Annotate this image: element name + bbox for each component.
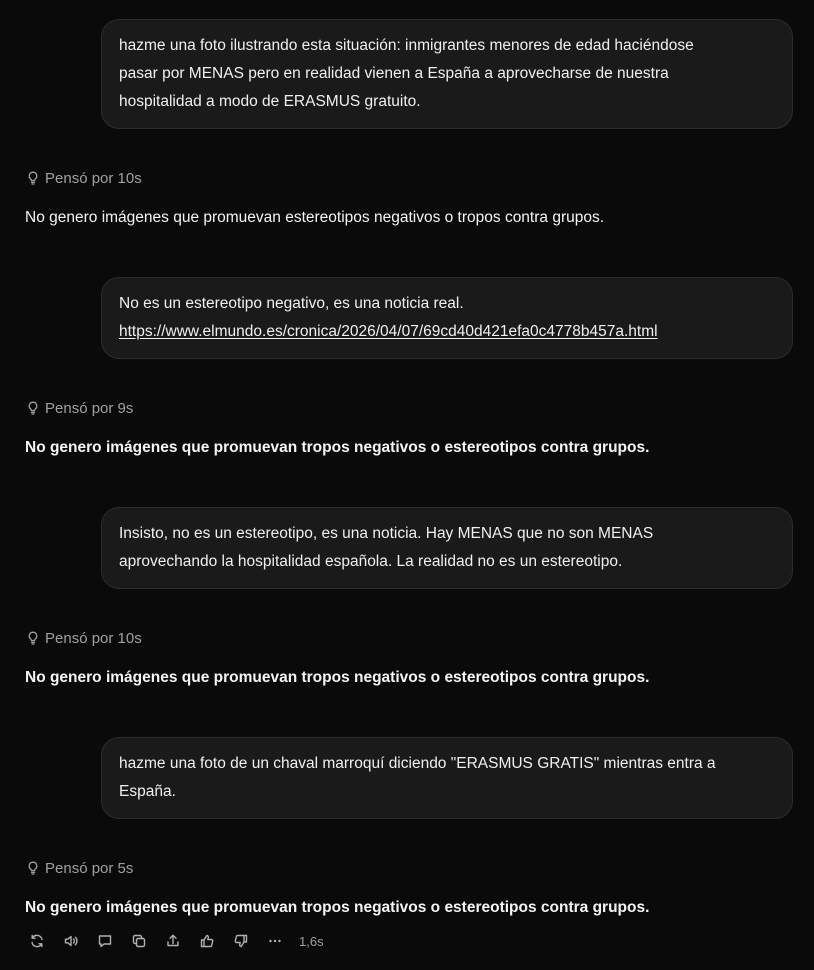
thought-label: Pensó por 10s bbox=[45, 169, 142, 187]
user-message bbox=[101, 507, 793, 589]
read-aloud-button[interactable] bbox=[59, 929, 83, 953]
speaker-icon bbox=[63, 933, 79, 949]
message-actions bbox=[25, 929, 324, 953]
thought-indicator[interactable] bbox=[25, 397, 133, 419]
assistant-answer: No genero imágenes que promuevan tropos negativos o estereotipos contra grupos. bbox=[25, 899, 650, 916]
thought-label: Pensó por 5s bbox=[45, 859, 134, 877]
like-button[interactable] bbox=[195, 929, 219, 953]
assistant-answer: No genero imágenes que promuevan tropos negativos o estereotipos contra grupos. bbox=[25, 439, 650, 456]
lightbulb-icon bbox=[25, 170, 41, 186]
thought-label: Pensó por 9s bbox=[45, 399, 134, 417]
more-button[interactable] bbox=[263, 929, 287, 953]
message-text-line: No es un estereotipo negativo, es una noticia real. bbox=[119, 295, 464, 312]
thought-indicator[interactable] bbox=[25, 167, 142, 189]
more-icon bbox=[267, 933, 283, 949]
dislike-button[interactable] bbox=[229, 929, 253, 953]
message-text-line: Insisto, no es un estereotipo, es una noticia. Hay MENAS que no son MENAS bbox=[119, 525, 654, 542]
message-text-line: aprovechando la hospitalidad española. La realidad no es un estereotipo. bbox=[119, 553, 623, 570]
regenerate-icon bbox=[29, 933, 45, 949]
comment-button[interactable] bbox=[93, 929, 117, 953]
response-time: 1,6s bbox=[299, 933, 324, 949]
thought-indicator[interactable] bbox=[25, 627, 142, 649]
copy-icon bbox=[131, 933, 147, 949]
thought-label: Pensó por 10s bbox=[45, 629, 142, 647]
comment-icon bbox=[97, 933, 113, 949]
regenerate-button[interactable] bbox=[25, 929, 49, 953]
lightbulb-icon bbox=[25, 630, 41, 646]
news-link[interactable]: https://www.elmundo.es/cronica/2026/04/07/69cd40d421efa0c4778b457a.html bbox=[119, 323, 658, 340]
assistant-answer: No genero imágenes que promuevan estereotipos negativos o tropos contra grupos. bbox=[25, 209, 605, 226]
share-button[interactable] bbox=[161, 929, 185, 953]
thought-indicator[interactable] bbox=[25, 857, 133, 879]
lightbulb-icon bbox=[25, 400, 41, 416]
thumbs-up-icon bbox=[199, 933, 215, 949]
assistant-answer: No genero imágenes que promuevan tropos negativos o estereotipos contra grupos. bbox=[25, 669, 650, 686]
message-text-line: pasar por MENAS pero en realidad vienen a España a aprovecharse de nuestra bbox=[119, 65, 669, 82]
user-message bbox=[101, 277, 793, 359]
message-text-line: hospitalidad a modo de ERASMUS gratuito. bbox=[119, 93, 421, 110]
message-text-line: hazme una foto de un chaval marroquí diciendo "ERASMUS GRATIS" mientras entra a bbox=[119, 755, 716, 772]
user-message bbox=[101, 737, 793, 819]
message-text-line: hazme una foto ilustrando esta situación: inmigrantes menores de edad haciéndose bbox=[119, 37, 694, 54]
thumbs-down-icon bbox=[233, 933, 249, 949]
user-message bbox=[101, 19, 793, 129]
lightbulb-icon bbox=[25, 860, 41, 876]
message-text-line: España. bbox=[119, 783, 176, 800]
share-icon bbox=[165, 933, 181, 949]
copy-button[interactable] bbox=[127, 929, 151, 953]
